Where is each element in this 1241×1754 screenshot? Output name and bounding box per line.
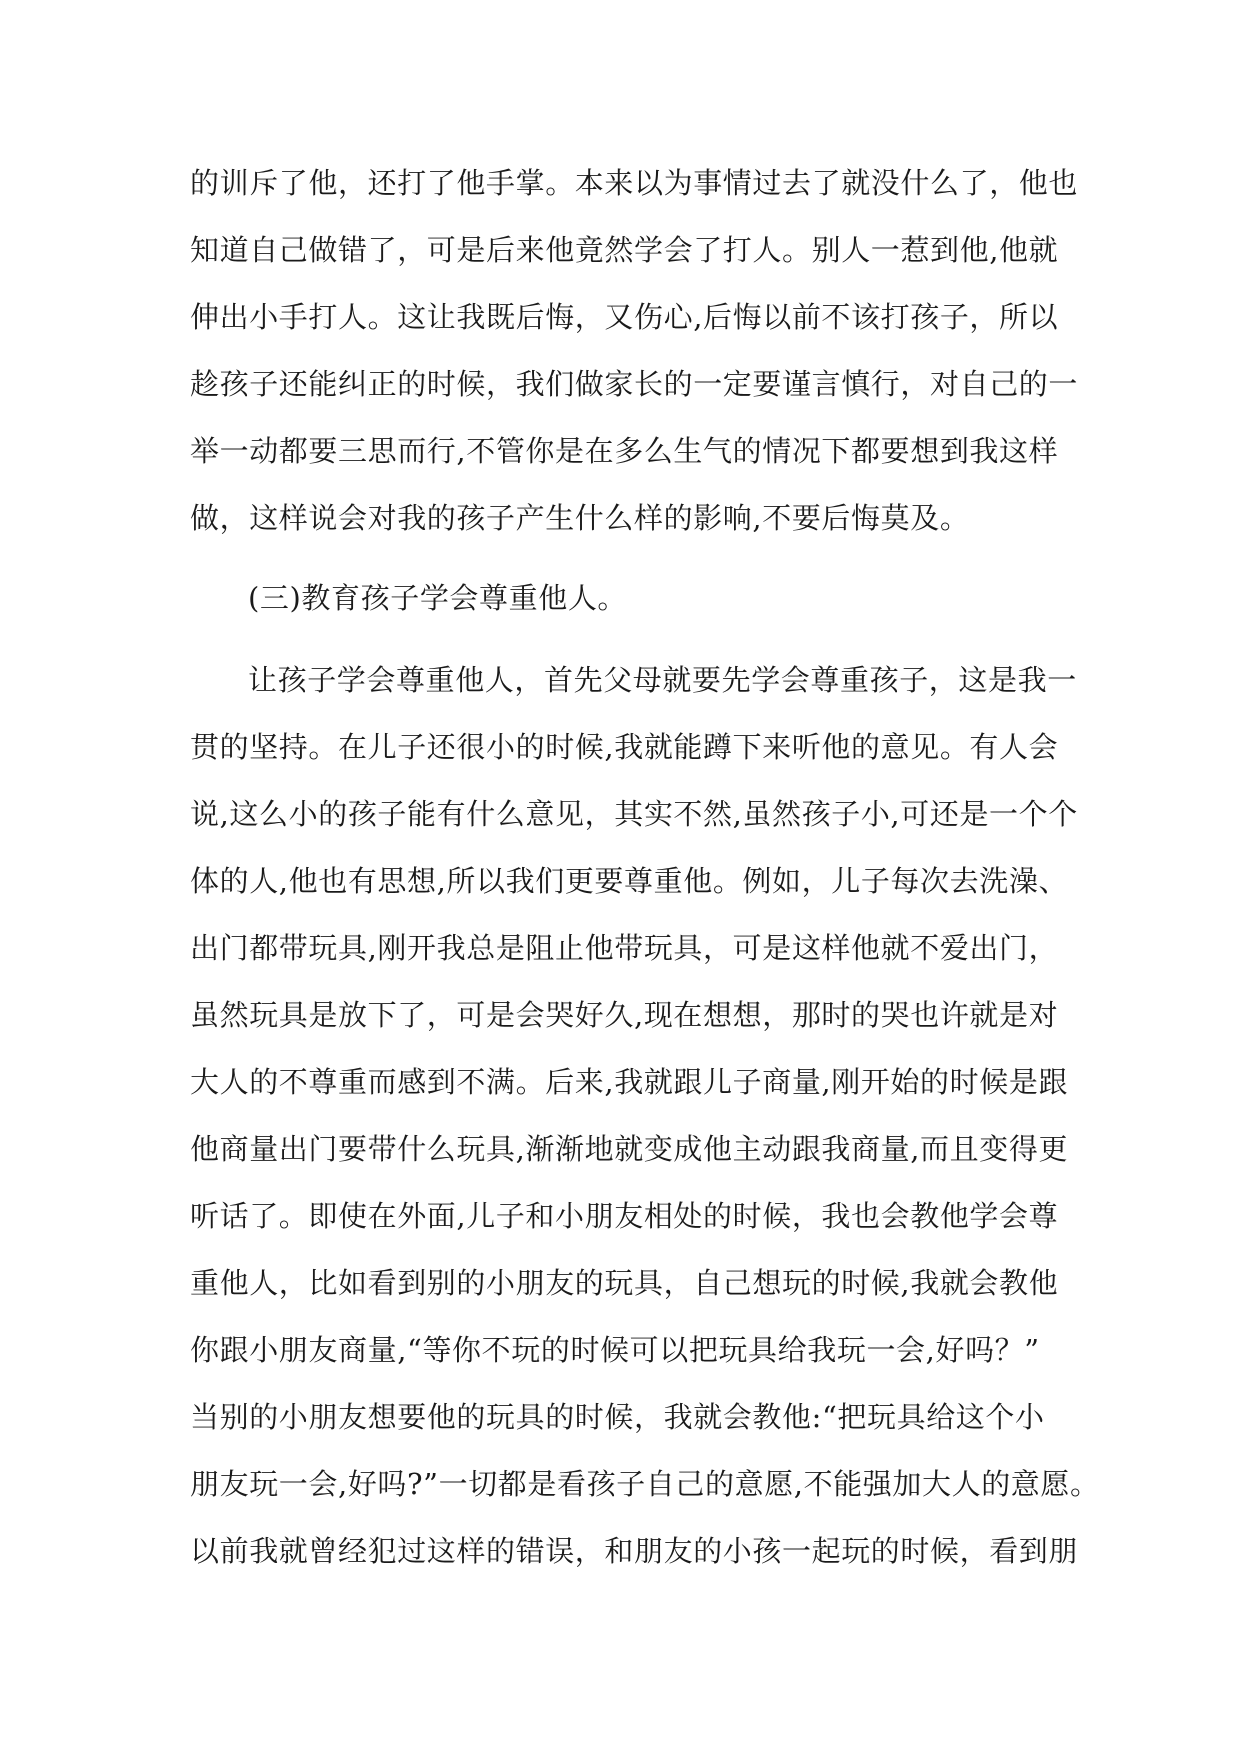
text-line: 出门都带玩具,刚开我总是阻止他带玩具，可是这样他就不爱出门， xyxy=(190,931,1059,965)
text-line: 大人的不尊重而感到不满。后来,我就跟儿子商量,刚开始的时候是跟 xyxy=(190,1065,1069,1099)
text-line: 的训斥了他，还打了他手掌。本来以为事情过去了就没什么了，他也 xyxy=(190,166,1079,200)
text-line: 重他人，比如看到别的小朋友的玩具，自己想玩的时候,我就会教他 xyxy=(190,1266,1059,1300)
text-line: 说,这么小的孩子能有什么意见，其实不然,虽然孩子小,可还是一个个 xyxy=(190,797,1078,831)
section-heading: (三)教育孩子学会尊重他人。 xyxy=(248,581,628,615)
text-line: 让孩子学会尊重他人，首先父母就要先学会尊重孩子，这是我一 xyxy=(248,663,1077,697)
text-line: 趁孩子还能纠正的时候，我们做家长的一定要谨言慎行，对自己的一 xyxy=(190,367,1079,401)
text-line: 他商量出门要带什么玩具,渐渐地就变成他主动跟我商量,而且变得更 xyxy=(190,1132,1069,1166)
text-line: 做，这样说会对我的孩子产生什么样的影响,不要后悔莫及。 xyxy=(190,501,970,535)
text-line: 贯的坚持。在儿子还很小的时候,我就能蹲下来听他的意见。有人会 xyxy=(190,730,1059,764)
text-line: 听话了。即使在外面,儿子和小朋友相处的时候，我也会教他学会尊 xyxy=(190,1199,1059,1233)
text-line: 虽然玩具是放下了，可是会哭好久,现在想想，那时的哭也许就是对 xyxy=(190,998,1059,1032)
text-line: 知道自己做错了，可是后来他竟然学会了打人。别人一惹到他,他就 xyxy=(190,233,1059,267)
text-line: 以前我就曾经犯过这样的错误，和朋友的小孩一起玩的时候，看到朋 xyxy=(190,1534,1079,1568)
text-line: 伸出小手打人。这让我既后悔，又伤心,后悔以前不该打孩子，所以 xyxy=(190,300,1059,334)
text-line: 举一动都要三思而行,不管你是在多么生气的情况下都要想到我这样 xyxy=(190,434,1059,468)
text-line: 体的人,他也有思想,所以我们更要尊重他。例如，儿子每次去洗澡、 xyxy=(190,864,1069,898)
text-line: 你跟小朋友商量,“等你不玩的时候可以把玩具给我玩一会,好吗？” xyxy=(190,1333,1040,1367)
text-line: 当别的小朋友想要他的玩具的时候，我就会教他:“把玩具给这个小 xyxy=(190,1400,1045,1434)
text-line: 朋友玩一会,好吗?”一切都是看孩子自己的意愿,不能强加大人的意愿。 xyxy=(190,1467,1100,1501)
